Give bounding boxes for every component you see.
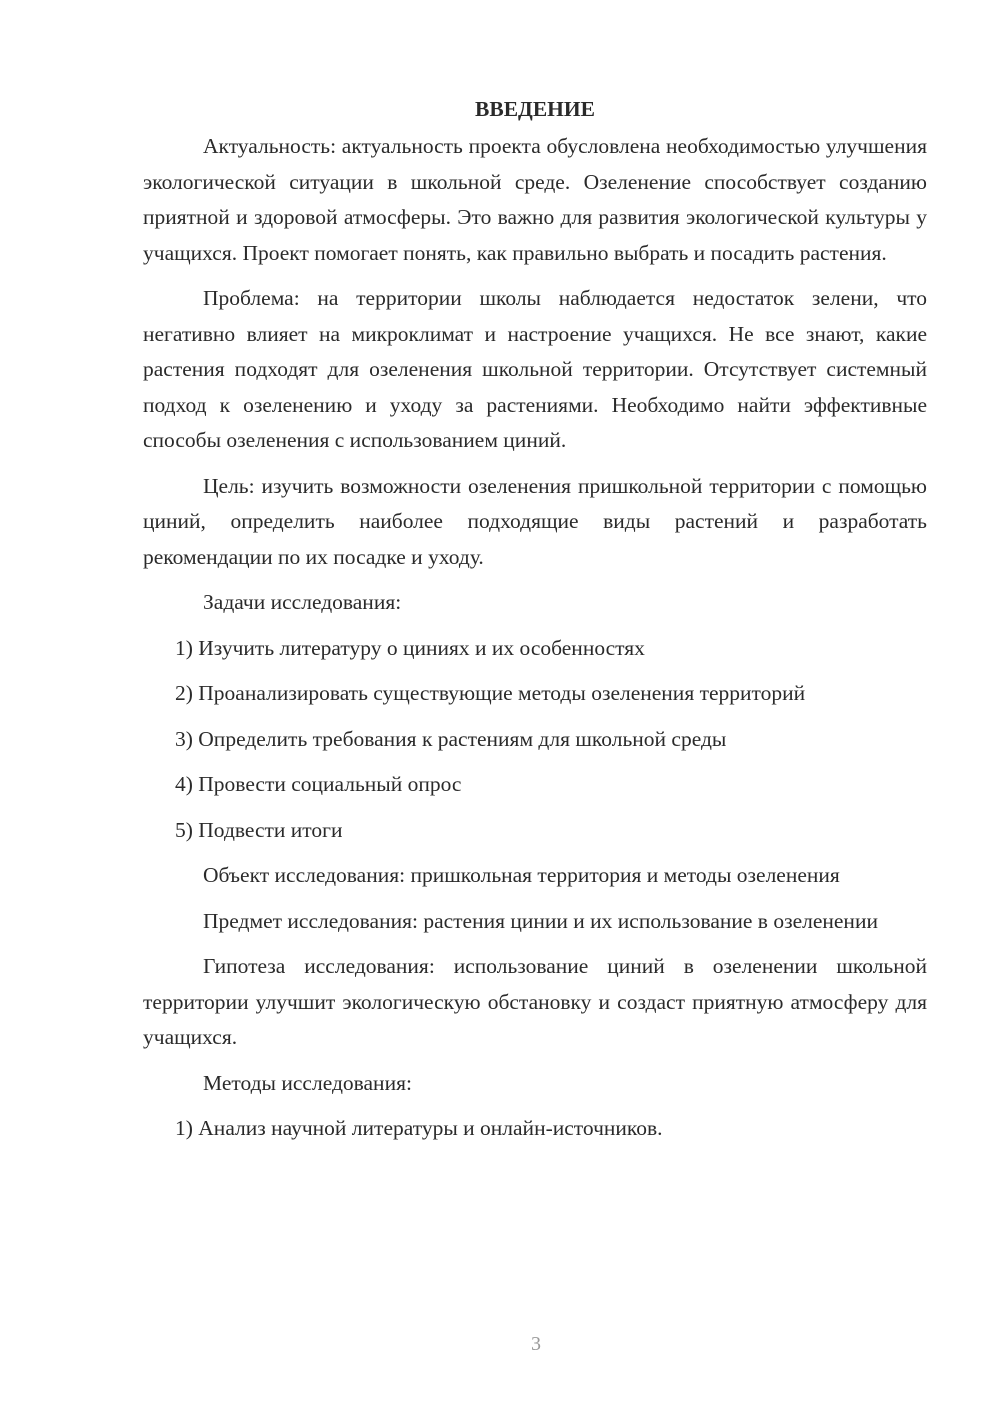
list-item: 5) Подвести итоги bbox=[175, 817, 343, 842]
list-item: 2) Проанализировать существующие методы озеленения территорий bbox=[175, 681, 806, 705]
page-number: 3 bbox=[531, 1333, 541, 1355]
list-item: 3) Определить требования к растениям для школьной среды bbox=[175, 726, 727, 751]
relevance-paragraph: Актуальность: актуальность проекта обусловлена необходимостью улучшения экологической ситуации в школьной среде. Озеленение способствует созданию приятной и здоровой атмосферы. Это важно для развития экологической культуры у учащихся. Проект помогает понять, как правильно выбрать и посадить растения. bbox=[143, 134, 927, 265]
list-item: 1) Изучить литературу о циниях и их особенностях bbox=[175, 635, 645, 660]
object-paragraph: Объект исследования: пришкольная территория и методы озеленения bbox=[203, 863, 840, 887]
methods-list bbox=[143, 1111, 927, 1147]
list-item: 4) Провести социальный опрос bbox=[175, 772, 462, 796]
document-page bbox=[143, 92, 927, 1157]
hypothesis-paragraph: Гипотеза исследования: использование циний в озеленении школьной территории улучшит экологическую обстановку и создаст приятную атмосферу для учащихся. bbox=[143, 954, 927, 1049]
tasks-heading: Задачи исследования: bbox=[203, 590, 402, 614]
methods-heading: Методы исследования: bbox=[203, 1070, 412, 1095]
list-item: 1) Анализ научной литературы и онлайн-источников. bbox=[175, 1116, 663, 1140]
problem-paragraph: Проблема: на территории школы наблюдается недостаток зелени, что негативно влияет на микроклимат и настроение учащихся. Не все знают, какие растения подходят для озеленения школьной территории. Отсутствует системный подход к озеленению и уходу за растениями. Необходимо найти эффективные способы озеленения с использованием циний. bbox=[143, 286, 927, 452]
goal-paragraph: Цель: изучить возможности озеленения пришкольной территории с помощью циний, определить наиболее подходящие виды растений и разработать рекомендации по их посадке и уходу. bbox=[143, 473, 927, 569]
tasks-list bbox=[143, 631, 927, 849]
subject-paragraph: Предмет исследования: растения цинии и их использование в озеленении bbox=[203, 908, 878, 933]
page-title: ВВЕДЕНИЕ bbox=[475, 97, 595, 121]
